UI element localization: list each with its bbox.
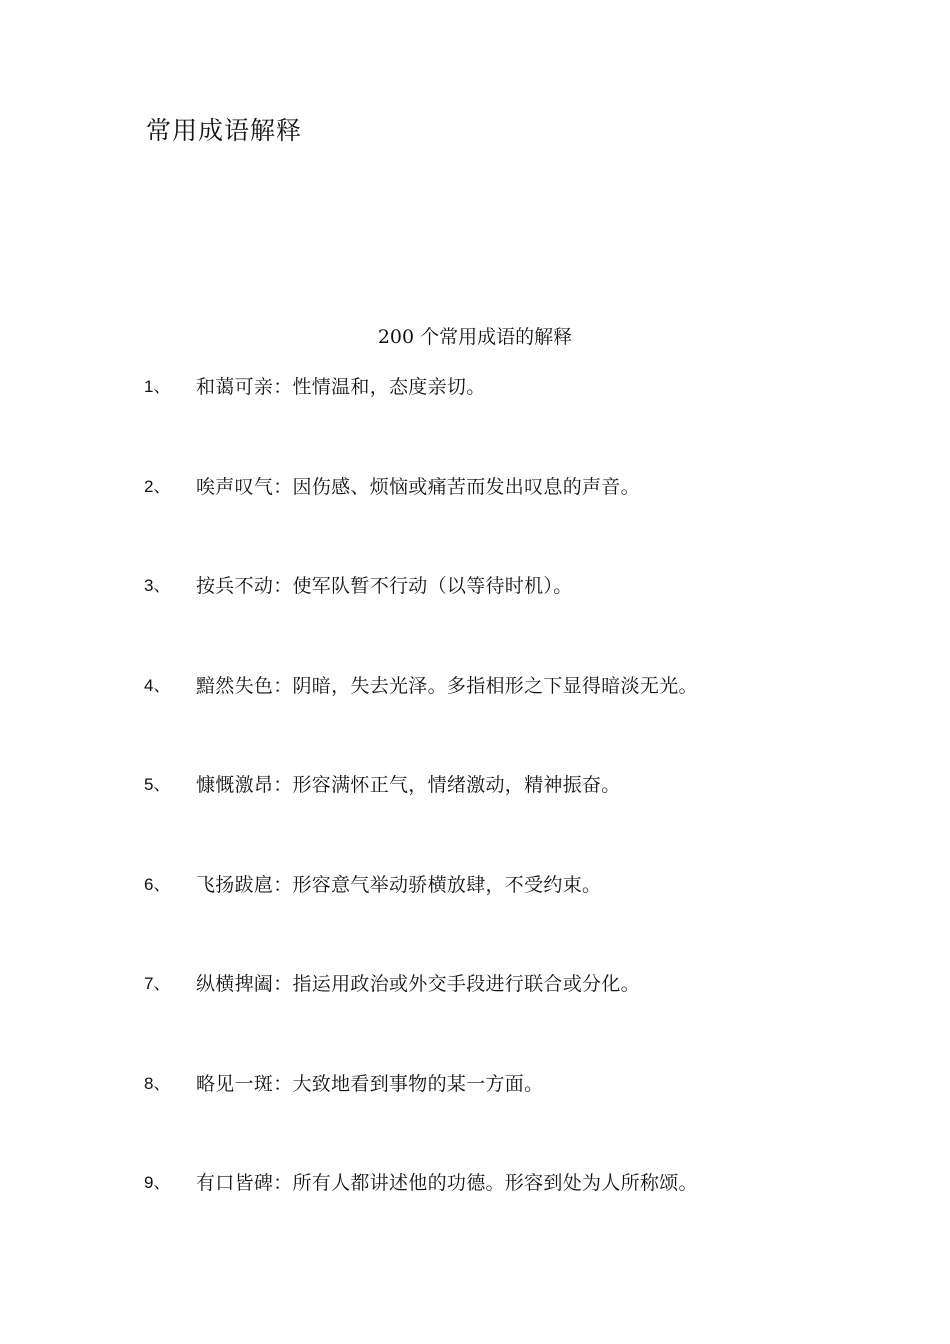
list-item bbox=[144, 969, 904, 1069]
entry-text: 略见一斑：大致地看到事物的某一方面。 bbox=[196, 1072, 544, 1095]
document-title: 常用成语解释 bbox=[146, 116, 303, 145]
entry-number: 6、 bbox=[144, 874, 171, 894]
entry-text: 有口皆碑：所有人都讲述他的功德。形容到处为人所称颂。 bbox=[196, 1172, 698, 1194]
entry-number: 3、 bbox=[144, 576, 171, 595]
list-item bbox=[144, 870, 904, 970]
entry-number: 9、 bbox=[144, 1173, 171, 1192]
list-item bbox=[144, 1168, 904, 1268]
entry-text: 慷慨激昂：形容满怀正气，情绪激动，精神振奋。 bbox=[196, 774, 621, 796]
entry-number: 2、 bbox=[144, 476, 171, 496]
list-item bbox=[144, 671, 904, 771]
entry-text: 按兵不动：使军队暂不行动（以等待时机）。 bbox=[196, 575, 573, 597]
idiom-list bbox=[144, 372, 904, 1268]
entry-number: 8、 bbox=[144, 1073, 171, 1093]
list-item bbox=[144, 1069, 904, 1169]
entry-text: 黯然失色：阴暗，失去光泽。多指相形之下显得暗淡无光。 bbox=[196, 674, 698, 697]
entry-number: 5、 bbox=[144, 775, 171, 794]
entry-text: 和蔼可亲：性情温和，态度亲切。 bbox=[196, 376, 486, 398]
document-subtitle: 200 个常用成语的解释 bbox=[377, 326, 573, 348]
entry-number: 7、 bbox=[144, 974, 171, 993]
entry-text: 纵横捭阖：指运用政治或外交手段进行联合或分化。 bbox=[196, 973, 640, 995]
entry-number: 1、 bbox=[144, 377, 171, 396]
entry-number: 4、 bbox=[144, 675, 171, 695]
list-item bbox=[144, 472, 904, 572]
entry-text: 唉声叹气：因伤感、烦恼或痛苦而发出叹息的声音。 bbox=[196, 475, 640, 498]
list-item bbox=[144, 770, 904, 870]
entry-text: 飞扬跋扈：形容意气举动骄横放肆，不受约束。 bbox=[196, 873, 602, 896]
list-item bbox=[144, 372, 904, 472]
list-item bbox=[144, 571, 904, 671]
